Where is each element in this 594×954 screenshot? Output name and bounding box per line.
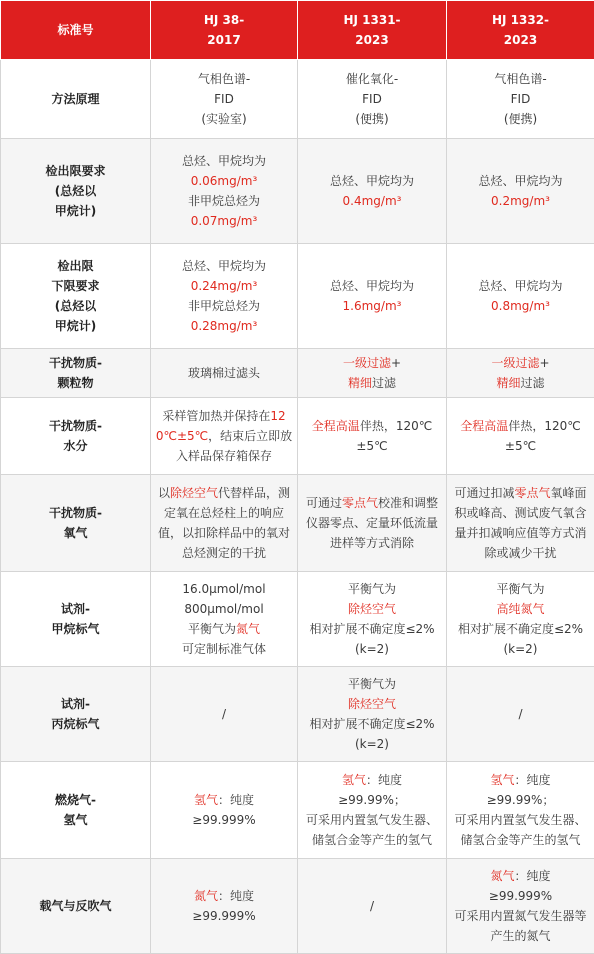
- cell-carrier-backflush-gas-col1: [151, 859, 298, 954]
- cell-line: [451, 639, 590, 659]
- cell-line: [155, 426, 293, 446]
- row-label-line: 氧气: [5, 523, 146, 543]
- cell-line: [302, 493, 442, 513]
- cell-particulate-interference-col3: [447, 349, 594, 398]
- cell-lower-limit-col3: [447, 244, 594, 349]
- cell-text: 入样品保存箱保存: [176, 449, 272, 463]
- header-hj-1331-2023: [298, 1, 447, 60]
- cell-oxygen-interference-col3: [447, 475, 594, 572]
- cell-line: [302, 639, 442, 659]
- highlighted-text: 氢气: [490, 773, 514, 787]
- cell-line: [451, 523, 590, 543]
- row-label-line: 燃烧气-: [5, 790, 146, 810]
- cell-text: +: [391, 356, 401, 370]
- cell-text: 气相色谱-: [198, 72, 250, 86]
- cell-methane-standard-gas-col3: [447, 572, 594, 667]
- header-line: 标准号: [5, 20, 146, 40]
- header-standard-number: [1, 1, 151, 60]
- highlighted-text: 0.06mg/m³: [191, 174, 258, 188]
- cell-line: [302, 296, 442, 316]
- cell-line: [155, 151, 293, 171]
- cell-text: 仪器零点、定量环低流量: [306, 516, 438, 530]
- cell-line: [155, 446, 293, 466]
- cell-lower-limit-col1: [151, 244, 298, 349]
- highlighted-text: 1.6mg/m³: [343, 299, 402, 313]
- cell-text: 可通过: [306, 496, 342, 510]
- cell-text: (便携): [355, 112, 388, 126]
- cell-oxygen-interference-col2: [298, 475, 447, 572]
- header-line: HJ 38-: [155, 10, 293, 30]
- cell-text: ≥99.999%: [192, 813, 255, 827]
- cell-line: [302, 69, 442, 89]
- cell-text: 可通过扣减: [454, 486, 514, 500]
- cell-line: [155, 171, 293, 191]
- cell-lower-limit-col2: [298, 244, 447, 349]
- cell-oxygen-interference-col1: [151, 475, 298, 572]
- row-label-line: 方法原理: [5, 89, 146, 109]
- row-label-line: (总烃以: [5, 296, 146, 316]
- cell-line: [302, 770, 442, 790]
- cell-text: 储氢合金等产生的氢气: [312, 833, 432, 847]
- cell-line: [302, 734, 442, 754]
- table-row-moisture-interference: [1, 398, 594, 475]
- cell-methane-standard-gas-col2: [298, 572, 447, 667]
- header-line: 2023: [302, 30, 442, 50]
- cell-text: 相对扩展不确定度≤2%: [309, 717, 434, 731]
- highlighted-text: 0.2mg/m³: [491, 194, 550, 208]
- table-row-lower-limit: [1, 244, 594, 349]
- cell-text: ，结束后立即放: [208, 429, 292, 443]
- row-label-particulate-interference: [1, 349, 151, 398]
- cell-line: [451, 599, 590, 619]
- cell-text: 可定制标准气体: [182, 642, 266, 656]
- cell-text: ±5℃: [505, 439, 536, 453]
- highlighted-text: 除烃空气: [348, 602, 396, 616]
- cell-line: [302, 674, 442, 694]
- cell-text: 总烃、甲烷均为: [330, 279, 414, 293]
- cell-text: /: [518, 707, 522, 721]
- highlighted-text: 除烃空气: [348, 697, 396, 711]
- cell-particulate-interference-col1: [151, 349, 298, 398]
- highlighted-text: 氮气: [490, 869, 514, 883]
- cell-line: [302, 599, 442, 619]
- cell-text: 伴热，120℃: [508, 419, 580, 433]
- cell-combustion-hydrogen-col2: [298, 762, 447, 859]
- cell-line: [451, 543, 590, 563]
- cell-text: 气相色谱-: [494, 72, 546, 86]
- highlighted-text: 氢气: [342, 773, 366, 787]
- cell-line: [451, 926, 590, 946]
- cell-text: (k=2): [355, 642, 389, 656]
- cell-line: [302, 436, 442, 456]
- row-label-carrier-backflush-gas: [1, 859, 151, 954]
- cell-particulate-interference-col2: [298, 349, 447, 398]
- cell-text: ：纯度: [515, 869, 551, 883]
- cell-line: [451, 353, 590, 373]
- row-label-moisture-interference: [1, 398, 151, 475]
- cell-text: 可采用内置氮气发生器等: [454, 909, 586, 923]
- cell-line: [155, 810, 293, 830]
- cell-line: [451, 579, 590, 599]
- cell-line: [302, 191, 442, 211]
- cell-text: 总烃、甲烷均为: [182, 259, 266, 273]
- row-label-lower-limit: [1, 244, 151, 349]
- cell-propane-standard-gas-col1: [151, 667, 298, 762]
- highlighted-text: 高纯氮气: [496, 602, 544, 616]
- cell-method-principle-col1: [151, 60, 298, 139]
- row-label-combustion-hydrogen: [1, 762, 151, 859]
- row-label-detection-limit: [1, 139, 151, 244]
- table-row-method-principle: [1, 60, 594, 139]
- table-row-methane-standard-gas: [1, 572, 594, 667]
- cell-text: ±5℃: [356, 439, 387, 453]
- cell-text: 除或减少干扰: [484, 546, 556, 560]
- cell-line: [155, 886, 293, 906]
- cell-text: 平衡气为: [348, 582, 396, 596]
- table-row-combustion-hydrogen: [1, 762, 594, 859]
- cell-line: [302, 533, 442, 553]
- cell-method-principle-col2: [298, 60, 447, 139]
- cell-method-principle-col3: [447, 60, 594, 139]
- row-label-line: 甲烷标气: [5, 619, 146, 639]
- cell-text: ：纯度: [366, 773, 402, 787]
- highlighted-text: 一级过滤: [491, 356, 539, 370]
- cell-text: 总烃、甲烷均为: [478, 279, 562, 293]
- cell-text: 可采用内置氢气发生器、: [306, 813, 438, 827]
- cell-line: [155, 639, 293, 659]
- cell-line: [155, 523, 293, 543]
- cell-line: [451, 906, 590, 926]
- cell-line: [451, 436, 590, 456]
- header-line: HJ 1331-: [302, 10, 442, 30]
- cell-line: [302, 790, 442, 810]
- cell-line: [302, 694, 442, 714]
- cell-line: [451, 483, 590, 503]
- cell-detection-limit-col2: [298, 139, 447, 244]
- cell-line: [155, 619, 293, 639]
- cell-text: 催化氧化-: [346, 72, 398, 86]
- row-label-line: 颗粒物: [5, 373, 146, 393]
- cell-text: ：纯度: [515, 773, 551, 787]
- highlighted-text: 全程高温: [460, 419, 508, 433]
- cell-line: [451, 790, 590, 810]
- highlighted-text: 氮气: [194, 889, 218, 903]
- cell-text: ≥99.999%: [489, 889, 552, 903]
- row-label-method-principle: [1, 60, 151, 139]
- highlighted-text: 全程高温: [312, 419, 360, 433]
- cell-line: [451, 276, 590, 296]
- cell-line: [302, 830, 442, 850]
- cell-line: [451, 619, 590, 639]
- cell-line: [302, 579, 442, 599]
- cell-line: [451, 704, 590, 724]
- highlighted-text: 氢气: [194, 793, 218, 807]
- highlighted-text: 0.8mg/m³: [491, 299, 550, 313]
- cell-moisture-interference-col3: [447, 398, 594, 475]
- row-label-oxygen-interference: [1, 475, 151, 572]
- cell-text: ≥99.99%；: [338, 793, 406, 807]
- cell-line: [302, 513, 442, 533]
- table-row-detection-limit: [1, 139, 594, 244]
- cell-text: FID: [511, 92, 531, 106]
- cell-line: [451, 373, 590, 393]
- cell-text: 相对扩展不确定度≤2%: [458, 622, 583, 636]
- cell-text: 积或峰高、测试废气氧含: [454, 506, 586, 520]
- row-label-line: (总烃以: [5, 181, 146, 201]
- cell-line: [155, 406, 293, 426]
- cell-line: [155, 316, 293, 336]
- cell-line: [155, 483, 293, 503]
- cell-moisture-interference-col2: [298, 398, 447, 475]
- cell-text: 校准和调整: [378, 496, 438, 510]
- row-label-line: 氢气: [5, 810, 146, 830]
- row-label-line: 甲烷计): [5, 316, 146, 336]
- cell-text: 定氧在总烃柱上的响应: [164, 506, 284, 520]
- cell-text: ≥99.99%；: [487, 793, 555, 807]
- highlighted-text: 一级过滤: [343, 356, 391, 370]
- row-label-line: 丙烷标气: [5, 714, 146, 734]
- cell-line: [451, 416, 590, 436]
- cell-line: [155, 503, 293, 523]
- cell-line: [451, 503, 590, 523]
- cell-text: 氧峰面: [551, 486, 587, 500]
- cell-line: [155, 211, 293, 231]
- highlighted-text: 0.07mg/m³: [191, 214, 258, 228]
- header-line: HJ 1332-: [451, 10, 590, 30]
- cell-text: 非甲烷总烃为: [188, 299, 260, 313]
- table-row-propane-standard-gas: [1, 667, 594, 762]
- cell-line: [302, 619, 442, 639]
- row-label-line: 检出限要求: [5, 161, 146, 181]
- cell-carrier-backflush-gas-col3: [447, 859, 594, 954]
- cell-line: [155, 69, 293, 89]
- cell-line: [155, 109, 293, 129]
- cell-line: [451, 191, 590, 211]
- cell-line: [302, 89, 442, 109]
- cell-line: [302, 171, 442, 191]
- cell-text: 总烃、甲烷均为: [478, 174, 562, 188]
- cell-text: ：纯度: [218, 793, 254, 807]
- cell-line: [451, 171, 590, 191]
- cell-text: 代替样品，测: [218, 486, 290, 500]
- cell-line: [155, 579, 293, 599]
- cell-line: [451, 296, 590, 316]
- cell-line: [155, 191, 293, 211]
- row-label-line: 干扰物质-: [5, 353, 146, 373]
- row-label-line: 检出限: [5, 256, 146, 276]
- row-label-methane-standard-gas: [1, 572, 151, 667]
- highlighted-text: 0.4mg/m³: [343, 194, 402, 208]
- cell-text: 值，以扣除样品中的氧对: [158, 526, 290, 540]
- cell-text: 可采用内置氢气发生器、: [454, 813, 586, 827]
- cell-text: 以: [158, 486, 170, 500]
- cell-detection-limit-col1: [151, 139, 298, 244]
- cell-text: 总烃、甲烷均为: [330, 174, 414, 188]
- cell-moisture-interference-col1: [151, 398, 298, 475]
- cell-text: (实验室): [201, 112, 246, 126]
- cell-propane-standard-gas-col3: [447, 667, 594, 762]
- cell-text: 800μmol/mol: [184, 602, 263, 616]
- cell-line: [302, 109, 442, 129]
- cell-text: 进样等方式消除: [330, 536, 414, 550]
- highlighted-text: 精细: [348, 376, 372, 390]
- cell-line: [155, 704, 293, 724]
- highlighted-text: 零点气: [342, 496, 378, 510]
- cell-line: [155, 790, 293, 810]
- cell-line: [451, 810, 590, 830]
- cell-text: 采样管加热并保持在: [162, 409, 270, 423]
- highlighted-text: 0.28mg/m³: [191, 319, 258, 333]
- cell-carrier-backflush-gas-col2: [298, 859, 447, 954]
- row-label-line: 下限要求: [5, 276, 146, 296]
- cell-detection-limit-col3: [447, 139, 594, 244]
- highlighted-text: 零点气: [514, 486, 550, 500]
- row-label-line: 试剂-: [5, 599, 146, 619]
- cell-text: /: [370, 899, 374, 913]
- cell-line: [302, 810, 442, 830]
- cell-text: +: [539, 356, 549, 370]
- cell-line: [155, 296, 293, 316]
- cell-text: 总烃、甲烷均为: [182, 154, 266, 168]
- cell-line: [155, 599, 293, 619]
- highlighted-text: 0.24mg/m³: [191, 279, 258, 293]
- cell-line: [451, 89, 590, 109]
- cell-line: [302, 714, 442, 734]
- cell-line: [155, 89, 293, 109]
- cell-text: 伴热，120℃: [360, 419, 432, 433]
- cell-combustion-hydrogen-col1: [151, 762, 298, 859]
- cell-text: 过滤: [372, 376, 396, 390]
- cell-text: 平衡气为: [348, 677, 396, 691]
- cell-text: FID: [362, 92, 382, 106]
- cell-line: [155, 543, 293, 563]
- row-label-line: 甲烷计): [5, 201, 146, 221]
- header-line: 2017: [155, 30, 293, 50]
- header-line: 2023: [451, 30, 590, 50]
- cell-text: ≥99.999%: [192, 909, 255, 923]
- cell-line: [451, 109, 590, 129]
- cell-text: 相对扩展不确定度≤2%: [309, 622, 434, 636]
- row-label-line: 试剂-: [5, 694, 146, 714]
- cell-line: [302, 896, 442, 916]
- row-label-line: 干扰物质-: [5, 503, 146, 523]
- highlighted-text: 氮气: [236, 622, 260, 636]
- highlighted-text: 除烃空气: [170, 486, 218, 500]
- cell-text: 平衡气为: [496, 582, 544, 596]
- table-row-carrier-backflush-gas: [1, 859, 594, 954]
- cell-text: 平衡气为: [188, 622, 236, 636]
- cell-line: [451, 69, 590, 89]
- row-label-line: 载气与反吹气: [5, 896, 146, 916]
- cell-line: [451, 830, 590, 850]
- cell-line: [302, 416, 442, 436]
- cell-text: FID: [214, 92, 234, 106]
- cell-line: [302, 373, 442, 393]
- cell-methane-standard-gas-col1: [151, 572, 298, 667]
- cell-text: (k=2): [355, 737, 389, 751]
- cell-text: 总烃测定的干扰: [182, 546, 266, 560]
- cell-line: [451, 866, 590, 886]
- cell-text: 非甲烷总烃为: [188, 194, 260, 208]
- cell-line: [302, 353, 442, 373]
- cell-line: [302, 276, 442, 296]
- cell-line: [155, 906, 293, 926]
- cell-line: [451, 886, 590, 906]
- table-row-particulate-interference: [1, 349, 594, 398]
- cell-text: (k=2): [503, 642, 537, 656]
- cell-combustion-hydrogen-col3: [447, 762, 594, 859]
- table-row-oxygen-interference: [1, 475, 594, 572]
- cell-line: [451, 770, 590, 790]
- cell-text: ：纯度: [218, 889, 254, 903]
- cell-propane-standard-gas-col2: [298, 667, 447, 762]
- cell-text: 储氢合金等产生的氢气: [460, 833, 580, 847]
- highlighted-text: 精细: [496, 376, 520, 390]
- cell-text: (便携): [504, 112, 537, 126]
- row-label-propane-standard-gas: [1, 667, 151, 762]
- cell-line: [155, 256, 293, 276]
- highlighted-text: 0℃±5℃: [156, 429, 208, 443]
- header-hj-1332-2023: [447, 1, 594, 60]
- row-label-line: 干扰物质-: [5, 416, 146, 436]
- cell-text: 产生的氮气: [490, 929, 550, 943]
- cell-text: 过滤: [521, 376, 545, 390]
- cell-line: [155, 276, 293, 296]
- table-header-row: [1, 1, 594, 60]
- table-body: [1, 60, 594, 954]
- row-label-line: 水分: [5, 436, 146, 456]
- cell-text: 玻璃棉过滤头: [188, 366, 260, 380]
- cell-text: 量并扣减响应值等方式消: [454, 526, 586, 540]
- cell-line: [155, 363, 293, 383]
- highlighted-text: 12: [270, 409, 285, 423]
- cell-text: 16.0μmol/mol: [182, 582, 265, 596]
- header-hj-38-2017: [151, 1, 298, 60]
- cell-text: /: [222, 707, 226, 721]
